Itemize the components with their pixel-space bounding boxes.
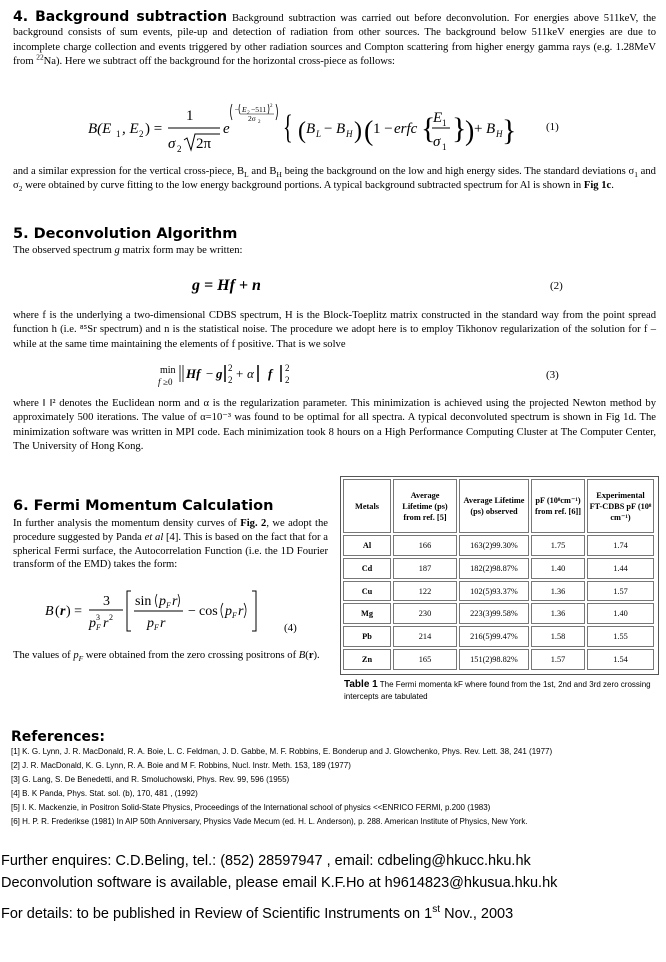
table-row: Al 166 163(2)99.30% 1.75 1.74 <box>343 535 654 556</box>
svg-text:H: H <box>346 129 353 139</box>
svg-text:2: 2 <box>228 363 233 373</box>
svg-text:B: B <box>336 121 346 137</box>
svg-text:1: 1 <box>116 129 121 139</box>
equation-3-number: (3) <box>546 369 559 381</box>
reference-item: [6] H. P. R. Frederikse (1981) In AIP 50th Anniversary, Physics Vade Mecum (ed. H. L. Anderson), p. 288. American Institute of Physics, New York. <box>11 817 528 826</box>
svg-text:E: E <box>242 105 247 114</box>
svg-text:(: ( <box>298 118 306 144</box>
svg-text:−: − <box>188 604 196 619</box>
svg-text:cos: cos <box>199 604 218 619</box>
references-heading: References: <box>11 729 105 745</box>
table-row: Pb 214 216(5)99.47% 1.58 1.55 <box>343 626 654 647</box>
fermi-momenta-table <box>340 476 659 675</box>
svg-text:2π: 2π <box>196 136 212 152</box>
publication-line: For details: to be published in Review of Scientific Instruments on 1st Nov., 2003 <box>1 904 514 922</box>
section-6-paragraph-1: In further analysis the momentum density curves of Fig. 2, we adopt the procedure suggested by Panda et al [4]. This is based on the fact that for a spherical Fermi surface, the Autocorrelation Function (i.e. the 1D Fourier transform of the EMD) takes the form: <box>13 518 328 571</box>
equation-2-number: (2) <box>550 280 563 292</box>
svg-text:1 −: 1 − <box>373 121 393 137</box>
svg-text:H: H <box>496 129 503 139</box>
svg-text:{: { <box>421 112 436 145</box>
svg-text:erfc: erfc <box>394 121 418 137</box>
equation-2: g = Hf + n <box>192 277 261 294</box>
svg-text:+: + <box>474 121 483 137</box>
table-row: Zn 165 151(2)98.82% 1.57 1.54 <box>343 649 654 670</box>
svg-text:≥0: ≥0 <box>163 377 173 387</box>
svg-text:F: F <box>232 611 237 620</box>
equation-4-number: (4) <box>284 622 297 634</box>
table-header: pF (10⁸cm⁻¹) from ref. [6]] <box>531 479 585 533</box>
table-row: Cu 122 102(5)93.37% 1.36 1.57 <box>343 581 654 602</box>
equation-1 <box>88 100 517 160</box>
svg-text:B: B <box>45 604 54 619</box>
table-header: Average Lifetime (ps) observed <box>459 479 529 533</box>
table-header: Metals <box>343 479 391 533</box>
svg-text:α: α <box>247 366 254 381</box>
svg-text:−: − <box>234 105 240 114</box>
svg-text:L: L <box>316 129 322 139</box>
svg-text:3: 3 <box>103 594 110 609</box>
svg-text:{: { <box>283 108 293 147</box>
equation-4 <box>45 587 265 637</box>
table-row: Mg 230 223(3)99.58% 1.36 1.40 <box>343 603 654 624</box>
svg-text:): ) <box>465 116 475 147</box>
svg-text:, E: , E <box>122 121 139 137</box>
svg-text:2: 2 <box>177 144 182 154</box>
section-4-paragraph-1: 4. Background subtraction Background subtraction was carried out before deconvolution. For energies above 511keV, the background consists of sum events, pile-up and detection of radiation from other sources. The background below 511keV energies are due to incomplete charge collection and events triggered by other radiation sources and Compton scattering from higher energy gamma rays (e.g. 1.28MeV from $^{22}$Na). Here we subtract off the background for the horizontal cross-piece as follows: <box>13 9 657 67</box>
svg-text:F: F <box>166 601 171 610</box>
svg-text:−511: −511 <box>251 105 267 114</box>
svg-text:1: 1 <box>186 108 194 124</box>
svg-text:) =: ) = <box>66 604 83 619</box>
svg-text:2: 2 <box>228 375 233 385</box>
svg-text:g: g <box>216 366 223 381</box>
table-header: Average Lifetime (ps) from ref. [5] <box>393 479 457 533</box>
svg-text:B: B <box>306 121 316 137</box>
section-5-paragraph-3: where ‖ ‖² denotes the Euclidean norm and α is the regularization parameter. This minimization is achieved using the projected Newton method by approximately 500 iterations. The value of α=10⁻³ was found to be optimal for all spectra. A typical deconvoluted spectrum is shown in Fig 1d. The minimization software was written in MPI code. Each minimization took 8 hours on a High Performance Computing Cluster at The Computer Center, The University of Hong Kong. <box>13 398 656 452</box>
svg-text:1: 1 <box>442 142 447 152</box>
svg-text:2: 2 <box>109 613 113 622</box>
svg-text:−: − <box>324 121 333 137</box>
svg-text:(: ( <box>55 604 60 619</box>
svg-text:σ: σ <box>168 136 176 152</box>
svg-text:r: r <box>60 604 66 619</box>
svg-text:F: F <box>96 623 101 632</box>
svg-text:2: 2 <box>247 111 250 116</box>
svg-text:min: min <box>160 365 176 376</box>
section-5-paragraph-1: The observed spectrum g matrix form may be written: <box>13 245 243 256</box>
software-line: Deconvolution software is available, please email K.F.Ho at h9614823@hkusua.hku.hk <box>1 875 558 891</box>
svg-text:−: − <box>206 366 214 381</box>
svg-text:r: r <box>172 594 178 609</box>
svg-text:2σ: 2σ <box>248 114 256 123</box>
svg-text:sin: sin <box>135 594 152 609</box>
svg-text:) =: ) = <box>145 121 163 137</box>
svg-text:r: r <box>160 616 166 631</box>
svg-text:F: F <box>154 623 159 632</box>
svg-text:e: e <box>223 121 230 137</box>
table-row: Cd 187 182(2)98.87% 1.40 1.44 <box>343 558 654 579</box>
svg-text:Hf: Hf <box>186 366 201 381</box>
svg-text:2: 2 <box>285 363 290 373</box>
svg-text:p: p <box>225 604 232 619</box>
svg-text:B(E: B(E <box>88 121 112 137</box>
svg-text:f: f <box>268 366 273 381</box>
svg-text:B: B <box>486 121 496 137</box>
svg-text:p: p <box>147 616 154 631</box>
svg-text:p: p <box>159 594 166 609</box>
references-list <box>11 746 659 827</box>
svg-text:p: p <box>89 616 96 631</box>
section-4-heading: 4. Background subtraction <box>13 9 228 25</box>
svg-text:}: } <box>502 114 517 147</box>
reference-item: [2] J. R. MacDonald, K. G. Lynn, R. A. Boie and M F. Robbins, Nucl. Instr. Meth. 153, 189 (1977) <box>11 761 351 770</box>
reference-item: [3] G. Lang, S. De Benedetti, and R. Smoluchowski, Phys. Rev. 99, 596 (1955) <box>11 775 290 784</box>
section-5-heading: 5. Deconvolution Algorithm <box>13 226 238 242</box>
equation-1-number: (1) <box>546 121 559 133</box>
svg-text:E: E <box>433 110 443 126</box>
svg-text:r: r <box>103 616 109 631</box>
svg-text:2: 2 <box>258 120 261 125</box>
section-5-paragraph-2: where f is the underlying a two-dimensional CDBS spectrum, H is the Block-Toeplitz matrix constructed in the standard way from the point spread function h (i.e. ⁸⁵Sr spectrum) and n is the statistical noise. The procedure we adopt here is to employ Tikhonov regularization of the solution for f – while at the same time maintaining the elements of f positive. That is we solve <box>13 310 656 350</box>
svg-text:2: 2 <box>270 104 273 109</box>
svg-text:+: + <box>236 366 244 381</box>
svg-text:σ: σ <box>433 134 441 150</box>
svg-text:1: 1 <box>442 118 447 128</box>
svg-text:2: 2 <box>139 129 144 139</box>
section-6-heading: 6. Fermi Momentum Calculation <box>13 498 274 514</box>
reference-item: [4] B. K Panda, Phys. Stat. sol. (b), 170, 481 , (1992) <box>11 789 198 798</box>
svg-text:f: f <box>158 377 161 387</box>
svg-text:}: } <box>452 112 467 145</box>
table-header: Experimental FT-CDBS pF (10⁸ cm⁻¹) <box>587 479 654 533</box>
svg-text:): ) <box>354 118 362 144</box>
svg-text:2: 2 <box>285 375 290 385</box>
reference-item: [1] K. G. Lynn, J. R. MacDonald, R. A. Boie, L. C. Feldman, J. D. Gabbe, M. F. Robbins, E. Bonderup and J. Glowchenko, Phys. Rev. Lett. 38, 241 (1977) <box>11 747 553 756</box>
figure-ref-1c: Fig 1c <box>583 180 612 192</box>
svg-text:3: 3 <box>96 613 100 622</box>
table-caption: Table 1 The Fermi momenta kF where found from the 1st, 2nd and 3rd zero crossing intercepts are tabulated <box>344 679 651 701</box>
contact-line: Further enquires: C.D.Beling, tel.: (852) 28597947 , email: cdbeling@hkucc.hku.hk <box>1 853 531 869</box>
reference-item: [5] I. K. Mackenzie, in Positron Solid-State Physics, Proceedings of the International school of physics <<ENRICO FERMI, p.200 (1983) <box>11 803 491 812</box>
figure-ref-2: Fig. 2 <box>240 518 267 529</box>
section-4-paragraph-2: and a similar expression for the vertical cross-piece, $B_L$ and $B_H$ being the background on the low and high energy sides. The standard deviations $\sigma_1$ and $\sigma_2$ were obtained by curve fitting to the low energy background portions. A typical background subtracted spectrum for Al is shown in Fig 1c. <box>13 166 656 194</box>
svg-text:(: ( <box>364 116 374 147</box>
equation-3 <box>158 361 318 391</box>
section-6-paragraph-2: The values of $p_F$ were obtained from the zero crossing positrons of B(r). <box>13 650 320 664</box>
svg-text:r: r <box>238 604 244 619</box>
